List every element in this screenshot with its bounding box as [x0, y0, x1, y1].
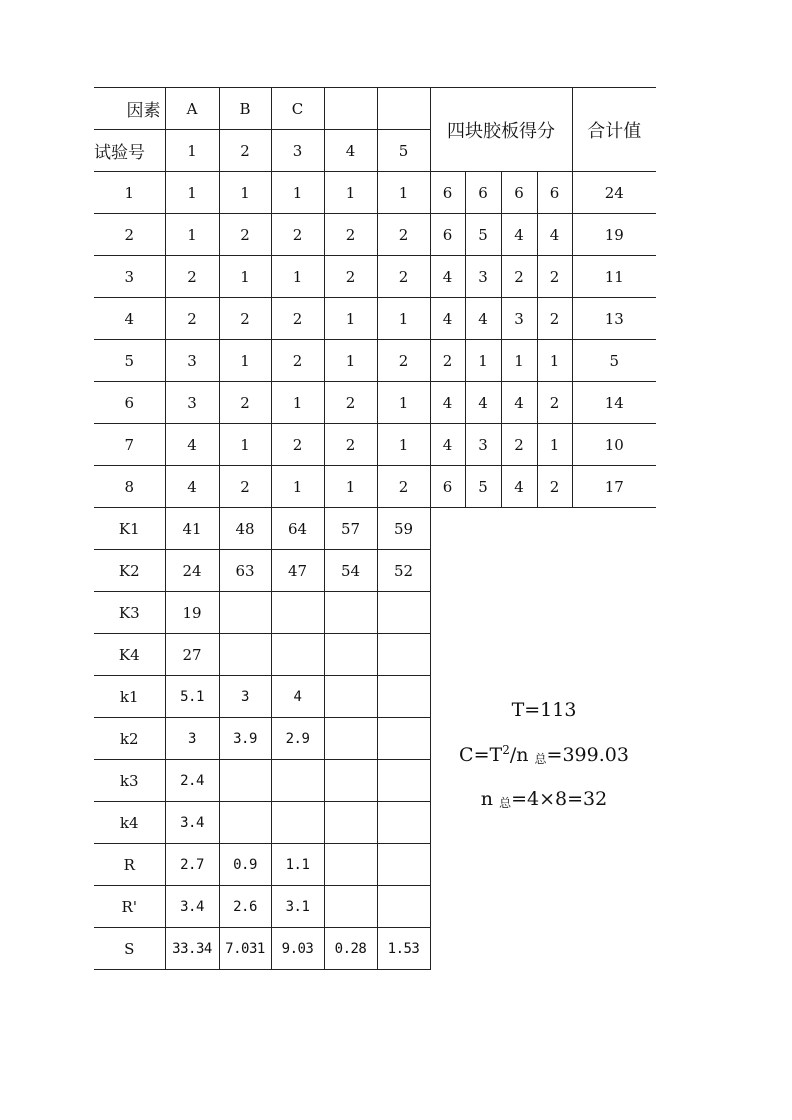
stat-value	[324, 718, 377, 760]
stat-value	[219, 760, 271, 802]
level-cell: 1	[324, 298, 377, 340]
stat-value	[324, 802, 377, 844]
column-header: 3	[271, 130, 324, 172]
level-cell: 2	[324, 382, 377, 424]
stat-value	[271, 634, 324, 676]
level-cell: 3	[165, 340, 219, 382]
stat-value	[377, 676, 430, 718]
header-row-factors	[94, 88, 656, 130]
column-header: 5	[377, 130, 430, 172]
stat-value: 57	[324, 508, 377, 550]
level-cell: 1	[324, 172, 377, 214]
score-cell: 2	[537, 466, 572, 508]
score-cell: 1	[501, 340, 537, 382]
trial-number: 3	[94, 256, 165, 298]
factor-header	[324, 88, 377, 130]
scores-header: 四块胶板得分	[430, 88, 572, 172]
stat-value: 1.1	[271, 844, 324, 886]
stat-value: 48	[219, 508, 271, 550]
stat-value: 3.4	[165, 886, 219, 928]
trial-number: 5	[94, 340, 165, 382]
score-cell: 5	[465, 214, 501, 256]
level-cell: 1	[271, 256, 324, 298]
trial-row	[94, 340, 656, 382]
stat-value: 3.1	[271, 886, 324, 928]
trial-number: 8	[94, 466, 165, 508]
score-cell: 4	[430, 298, 465, 340]
t-formula-text: T=113	[511, 699, 577, 721]
stat-row	[94, 508, 656, 550]
stat-value: 33.34	[165, 928, 219, 970]
level-cell: 2	[377, 214, 430, 256]
trial-row	[94, 172, 656, 214]
formula-block	[430, 690, 658, 823]
trial-number: 4	[94, 298, 165, 340]
level-cell: 1	[219, 256, 271, 298]
stat-label: K3	[94, 592, 165, 634]
stat-value	[324, 760, 377, 802]
stat-label: k3	[94, 760, 165, 802]
score-cell: 4	[465, 382, 501, 424]
stat-value: 3.4	[165, 802, 219, 844]
stat-value: 0.28	[324, 928, 377, 970]
stat-value	[219, 592, 271, 634]
level-cell: 1	[165, 214, 219, 256]
stat-value: 19	[165, 592, 219, 634]
score-cell: 1	[537, 340, 572, 382]
c-formula-suffix: =399.03	[546, 744, 629, 766]
stat-value: 54	[324, 550, 377, 592]
level-cell: 2	[324, 214, 377, 256]
level-cell: 1	[219, 172, 271, 214]
stat-row	[94, 634, 656, 676]
n-formula	[430, 779, 658, 823]
trial-number: 2	[94, 214, 165, 256]
score-cell: 6	[537, 172, 572, 214]
level-cell: 2	[165, 256, 219, 298]
corner-cell	[94, 88, 165, 130]
blank-area	[430, 886, 656, 928]
corner-bottom-label: 试验号	[94, 143, 145, 163]
level-cell: 1	[377, 382, 430, 424]
stat-value	[377, 844, 430, 886]
n-formula-prefix: n	[480, 788, 500, 810]
stat-value: 3.9	[219, 718, 271, 760]
t-formula	[430, 690, 658, 730]
stat-value: 5.1	[165, 676, 219, 718]
stat-value: 4	[271, 676, 324, 718]
blank-area	[430, 928, 656, 970]
level-cell: 2	[377, 466, 430, 508]
total-cell: 14	[572, 382, 656, 424]
stat-value	[324, 676, 377, 718]
level-cell: 2	[165, 298, 219, 340]
level-cell: 1	[219, 340, 271, 382]
blank-area	[430, 550, 656, 592]
stat-value: 27	[165, 634, 219, 676]
blank-area	[430, 508, 656, 550]
level-cell: 1	[377, 172, 430, 214]
score-cell: 2	[537, 298, 572, 340]
level-cell: 2	[377, 340, 430, 382]
stat-value	[324, 634, 377, 676]
total-cell: 17	[572, 466, 656, 508]
c-formula-prefix: C=T	[459, 744, 503, 766]
corner-cell-bottom	[94, 130, 165, 172]
score-cell: 1	[465, 340, 501, 382]
level-cell: 1	[219, 424, 271, 466]
stat-value: 2.4	[165, 760, 219, 802]
level-cell: 1	[165, 172, 219, 214]
stat-value: 63	[219, 550, 271, 592]
level-cell: 2	[219, 382, 271, 424]
stat-label: K2	[94, 550, 165, 592]
total-cell: 11	[572, 256, 656, 298]
stat-label: K1	[94, 508, 165, 550]
stat-value: 9.03	[271, 928, 324, 970]
factor-header	[377, 88, 430, 130]
level-cell: 2	[271, 214, 324, 256]
stat-label: S	[94, 928, 165, 970]
stat-value	[271, 592, 324, 634]
stat-row	[94, 592, 656, 634]
score-cell: 5	[465, 466, 501, 508]
stat-value	[377, 760, 430, 802]
total-cell: 5	[572, 340, 656, 382]
stat-label: R	[94, 844, 165, 886]
level-cell: 2	[271, 424, 324, 466]
stat-value	[271, 802, 324, 844]
c-formula	[430, 730, 658, 779]
score-cell: 2	[430, 340, 465, 382]
stat-value	[271, 760, 324, 802]
level-cell: 2	[219, 466, 271, 508]
level-cell: 1	[271, 466, 324, 508]
score-cell: 6	[430, 172, 465, 214]
score-cell: 4	[465, 298, 501, 340]
trial-number: 1	[94, 172, 165, 214]
c-formula-mid: /n	[509, 744, 535, 766]
factor-header: A	[165, 88, 219, 130]
score-cell: 6	[430, 214, 465, 256]
stat-value: 2.9	[271, 718, 324, 760]
stat-value	[324, 844, 377, 886]
stat-value: 64	[271, 508, 324, 550]
score-cell: 6	[501, 172, 537, 214]
column-header: 1	[165, 130, 219, 172]
trial-number: 7	[94, 424, 165, 466]
column-header: 4	[324, 130, 377, 172]
c-formula-sup: 2	[502, 743, 510, 757]
level-cell: 1	[271, 172, 324, 214]
stat-value: 59	[377, 508, 430, 550]
level-cell: 2	[324, 256, 377, 298]
score-cell: 4	[430, 424, 465, 466]
score-cell: 6	[465, 172, 501, 214]
total-cell: 13	[572, 298, 656, 340]
trial-number: 6	[94, 382, 165, 424]
score-cell: 2	[501, 424, 537, 466]
stat-value: 24	[165, 550, 219, 592]
stat-label: R'	[94, 886, 165, 928]
stat-value: 2.7	[165, 844, 219, 886]
level-cell: 2	[377, 256, 430, 298]
factor-header: B	[219, 88, 271, 130]
level-cell: 1	[271, 382, 324, 424]
level-cell: 1	[377, 424, 430, 466]
score-cell: 3	[465, 256, 501, 298]
stat-value	[219, 634, 271, 676]
score-cell: 2	[537, 256, 572, 298]
level-cell: 2	[219, 214, 271, 256]
trial-row	[94, 214, 656, 256]
stat-value: 3	[219, 676, 271, 718]
stat-value	[377, 634, 430, 676]
stat-value	[324, 886, 377, 928]
trial-row	[94, 424, 656, 466]
trial-row	[94, 382, 656, 424]
score-cell: 4	[501, 466, 537, 508]
trial-row	[94, 298, 656, 340]
stat-value	[377, 802, 430, 844]
level-cell: 1	[324, 466, 377, 508]
total-cell: 19	[572, 214, 656, 256]
stat-value: 3	[165, 718, 219, 760]
stat-label: k4	[94, 802, 165, 844]
stat-value	[219, 802, 271, 844]
trial-row	[94, 466, 656, 508]
corner-top-label: 因素	[126, 101, 161, 121]
level-cell: 1	[377, 298, 430, 340]
stat-value: 7.031	[219, 928, 271, 970]
total-cell: 24	[572, 172, 656, 214]
level-cell: 3	[165, 382, 219, 424]
level-cell: 2	[271, 340, 324, 382]
stat-label: k1	[94, 676, 165, 718]
score-cell: 2	[537, 382, 572, 424]
score-cell: 4	[430, 256, 465, 298]
stat-value: 0.9	[219, 844, 271, 886]
stat-value	[377, 718, 430, 760]
level-cell: 2	[324, 424, 377, 466]
total-header: 合计值	[572, 88, 656, 172]
blank-area	[430, 634, 656, 676]
level-cell: 1	[324, 340, 377, 382]
trial-row	[94, 256, 656, 298]
factor-header: C	[271, 88, 324, 130]
level-cell: 2	[271, 298, 324, 340]
score-cell: 4	[501, 214, 537, 256]
column-header: 2	[219, 130, 271, 172]
score-cell: 3	[465, 424, 501, 466]
stat-row	[94, 550, 656, 592]
stat-value	[324, 592, 377, 634]
stat-value: 41	[165, 508, 219, 550]
score-cell: 4	[430, 382, 465, 424]
blank-area	[430, 592, 656, 634]
stat-row	[94, 844, 656, 886]
stat-value: 52	[377, 550, 430, 592]
score-cell: 2	[501, 256, 537, 298]
level-cell: 4	[165, 466, 219, 508]
score-cell: 4	[501, 382, 537, 424]
score-cell: 1	[537, 424, 572, 466]
stat-label: K4	[94, 634, 165, 676]
orthogonal-test-table	[94, 87, 656, 970]
blank-area	[430, 844, 656, 886]
score-cell: 6	[430, 466, 465, 508]
stat-value	[377, 886, 430, 928]
stat-value: 47	[271, 550, 324, 592]
n-formula-suffix: =4×8=32	[511, 788, 608, 810]
total-cell: 10	[572, 424, 656, 466]
level-cell: 4	[165, 424, 219, 466]
stat-label: k2	[94, 718, 165, 760]
n-formula-sub: 总	[499, 796, 512, 810]
stat-value	[377, 592, 430, 634]
level-cell: 2	[219, 298, 271, 340]
stat-row	[94, 886, 656, 928]
score-cell: 4	[537, 214, 572, 256]
stat-value: 1.53	[377, 928, 430, 970]
score-cell: 3	[501, 298, 537, 340]
stat-row	[94, 928, 656, 970]
c-formula-sub: 总	[534, 752, 547, 766]
stat-value: 2.6	[219, 886, 271, 928]
